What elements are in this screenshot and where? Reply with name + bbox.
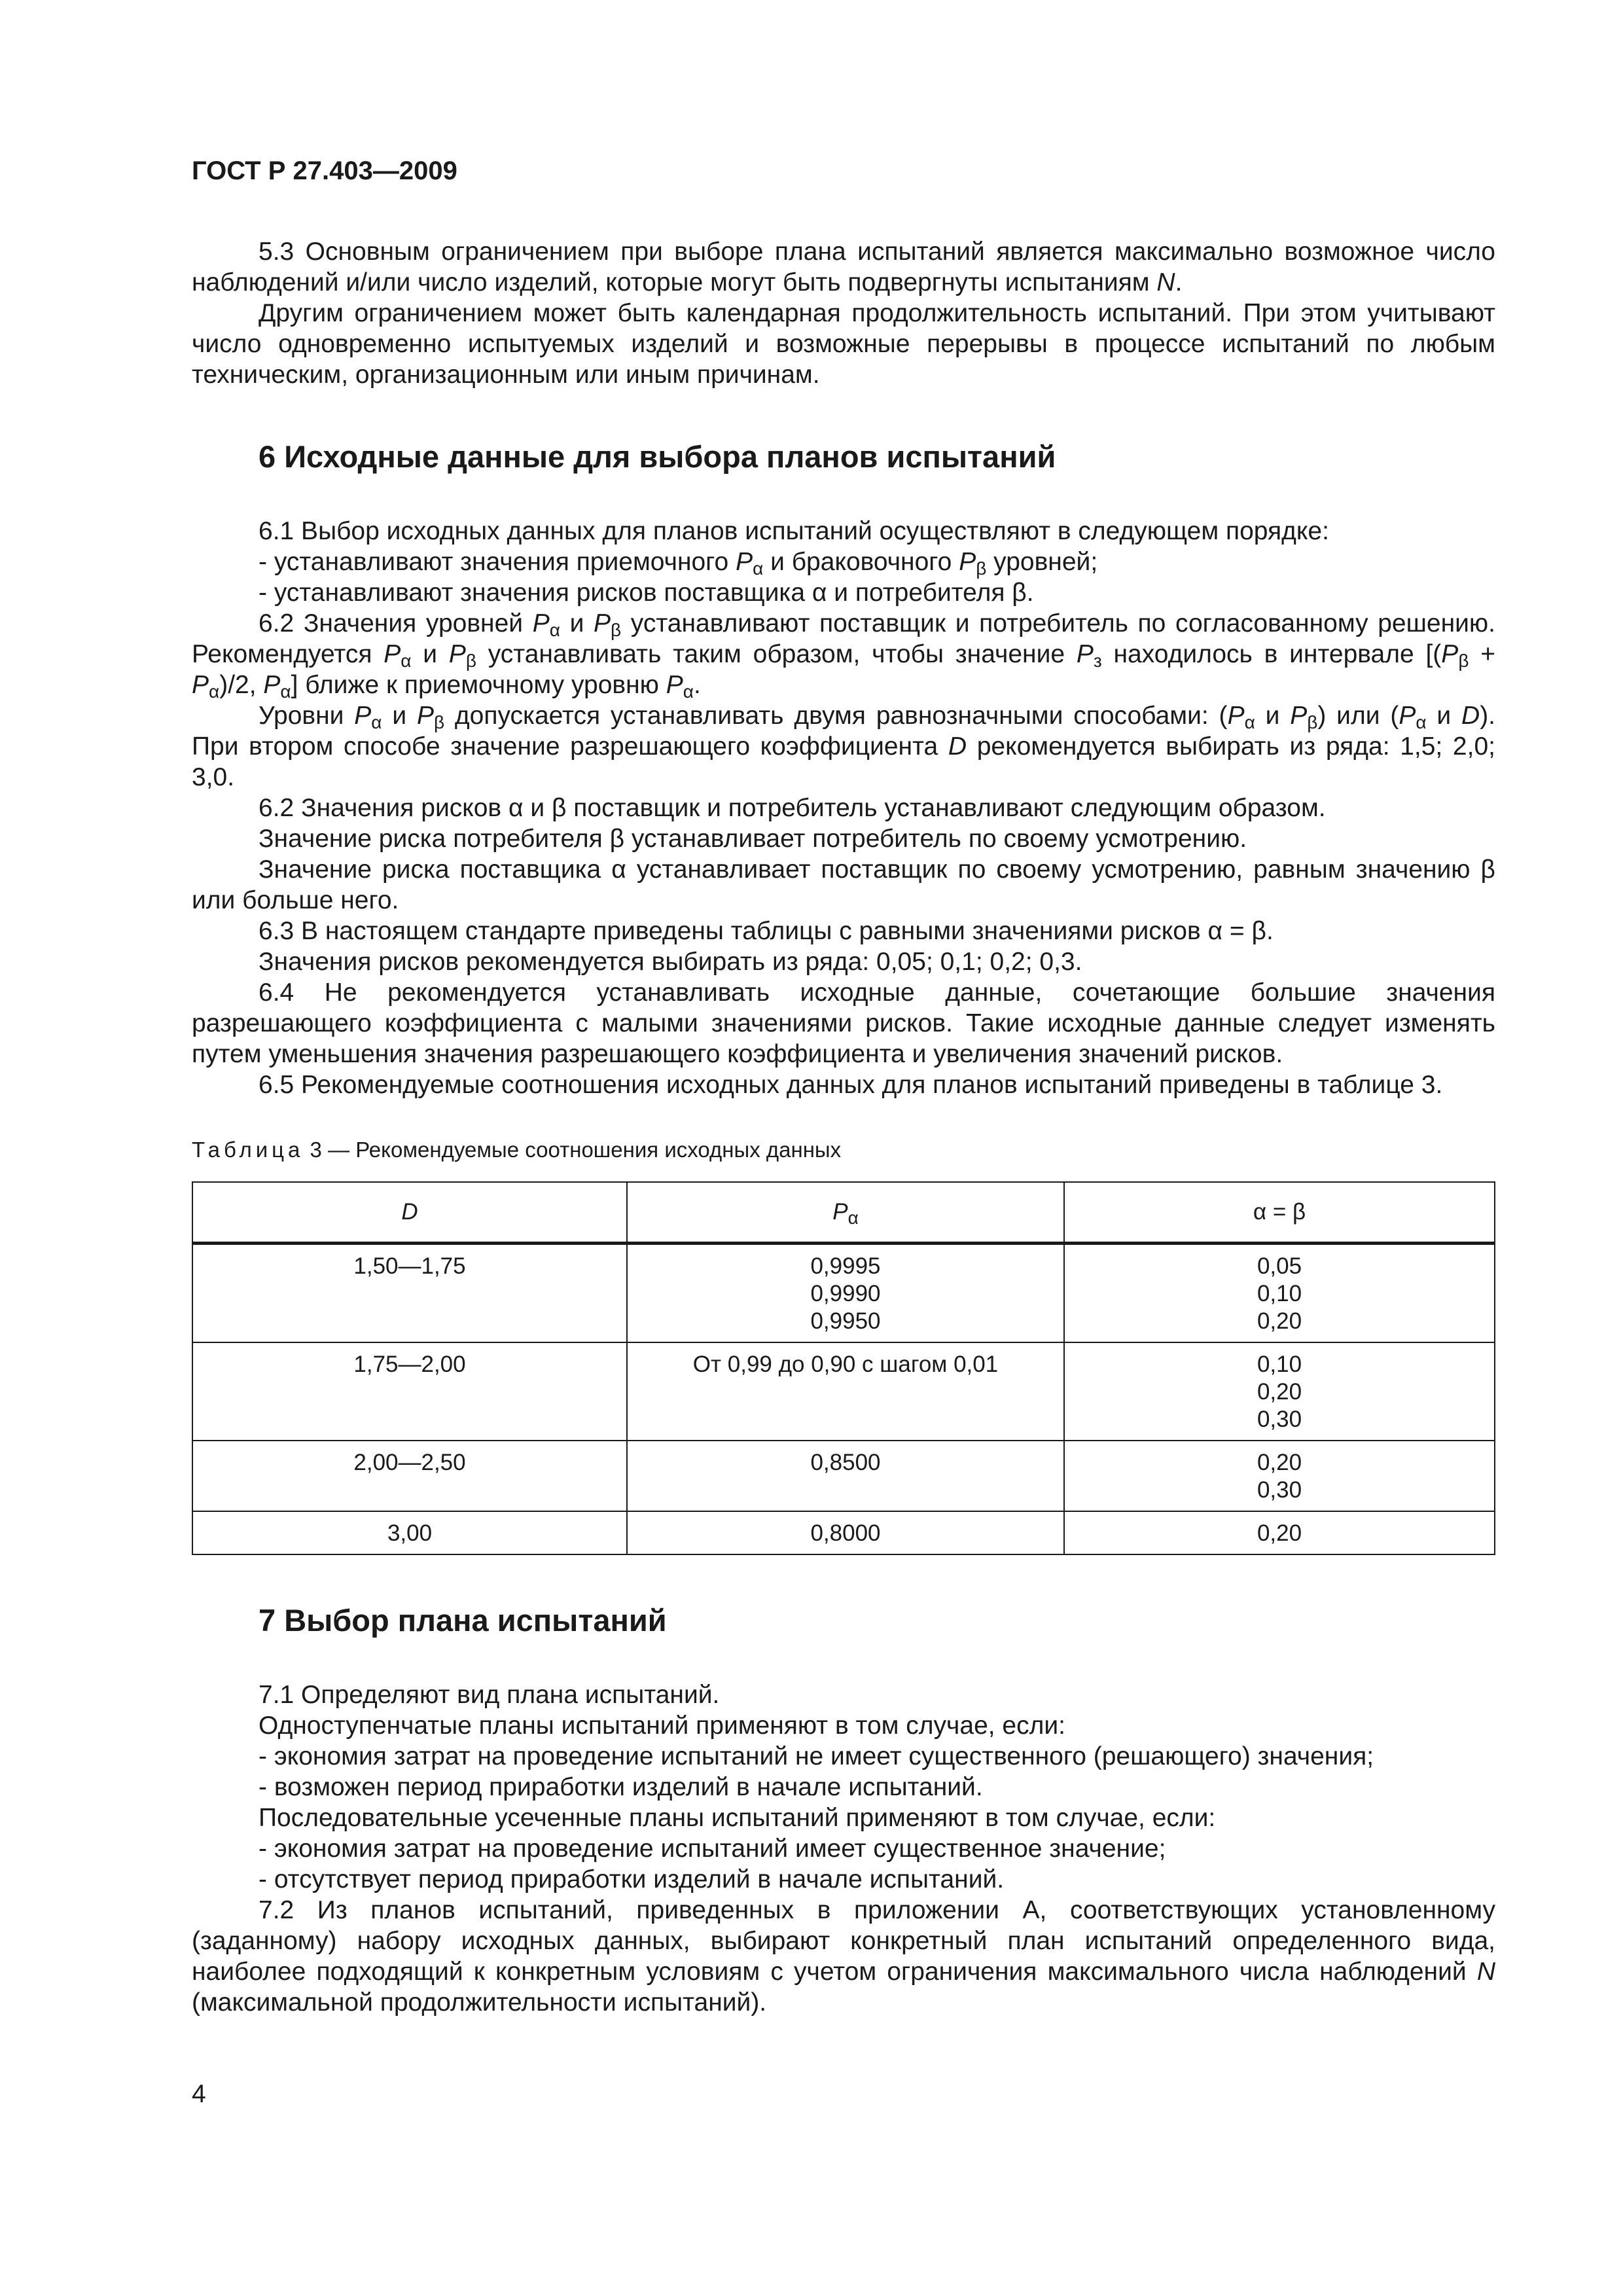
cell-p-alpha-value: 0,9990 xyxy=(810,1281,881,1306)
cell-p-alpha xyxy=(627,1342,1064,1441)
paragraph-6-2-risks: 6.2 Значения рисков α и β поставщик и потребитель устанавливают следующим образом. xyxy=(259,794,1326,822)
paragraph-5-3: 5.3 Основным ограничением при выборе плана испытаний является максимально возможное число наблюдений и/или число изделий, которые могут быть подвергнуты испытаниям N. xyxy=(192,238,1495,296)
cell-risk-value: 0,05 xyxy=(1257,1253,1302,1279)
cell-p-alpha-value: От 0,99 до 0,90 с шагом 0,01 xyxy=(692,1352,999,1377)
list-item-risks: - устанавливают значения рисков поставщика α и потребителя β. xyxy=(259,579,1034,607)
list-item-cost-not-important: - экономия затрат на проведение испытаний не имеет существенного (решающего) значения; xyxy=(259,1742,1374,1770)
section-6-heading: 6 Исходные данные для выбора планов испытаний xyxy=(259,439,1056,474)
paragraph-single-stage: Одноступенчатые планы испытаний применяют в том случае, если: xyxy=(259,1712,1065,1740)
cell-risk-value: 0,30 xyxy=(1257,1407,1302,1432)
header-cell-d: D xyxy=(192,1182,627,1244)
table-header-row xyxy=(192,1182,1495,1244)
cell-risk-value: 0,20 xyxy=(1257,1379,1302,1405)
paragraph-6-5: 6.5 Рекомендуемые соотношения исходных данных для планов испытаний приведены в таблице 3. xyxy=(259,1071,1443,1099)
cell-p-alpha xyxy=(627,1441,1064,1511)
table-row xyxy=(192,1342,1495,1441)
list-item-no-burn-in: - отсутствует период приработки изделий в начале испытаний. xyxy=(259,1865,1005,1893)
table-row xyxy=(192,1441,1495,1511)
cell-p-alpha-value: 0,9995 xyxy=(810,1253,881,1279)
table-caption: Таблица 3 — Рекомендуемые соотношения исходных данных xyxy=(192,1138,842,1162)
cell-d: 2,00—2,50 xyxy=(192,1441,627,1511)
paragraph-7-2: 7.2 Из планов испытаний, приведенных в приложении А, соответствующих установленному (заданному) набору исходных данных, выбирают конкретный план испытаний определенного вида, наиболее подходящий к конкретным условиям с учетом ограничения максимального числа наблюдений N (максимальной продолжительности испытаний). xyxy=(192,1896,1495,2017)
cell-d: 1,50—1,75 xyxy=(192,1244,627,1343)
page-number: 4 xyxy=(192,2080,206,2108)
table-body xyxy=(192,1244,1495,1555)
cell-d: 1,75—2,00 xyxy=(192,1342,627,1441)
paragraph-5-3-b: Другим ограничением может быть календарная продолжительность испытаний. При этом учитывают число одновременно испытуемых изделий и возможные перерывы в процессе испытаний по любым техническим, организационным или иным причинам. xyxy=(192,299,1495,389)
cell-p-alpha-value: 0,8500 xyxy=(810,1450,881,1475)
document-code: ГОСТ Р 27.403—2009 xyxy=(192,156,457,185)
cell-risk-value: 0,20 xyxy=(1257,1520,1302,1546)
paragraph-6-1: 6.1 Выбор исходных данных для планов испытаний осуществляют в следующем порядке: xyxy=(259,517,1329,545)
cell-p-alpha-value: 0,8000 xyxy=(810,1520,881,1546)
paragraph-sequential: Последовательные усеченные планы испытаний применяют в том случае, если: xyxy=(259,1804,1216,1832)
header-cell-p-alpha: $P_\alpha$ xyxy=(627,1182,1064,1244)
cell-d: 3,00 xyxy=(192,1511,627,1554)
paragraph-6-4: 6.4 Не рекомендуется устанавливать исходные данные, сочетающие большие значения разрешающего коэффициента с малыми значениями рисков. Такие исходные данные следует изменять путем уменьшения значения разрешающего коэффициента и увеличения значений рисков. xyxy=(192,978,1495,1068)
list-item-burn-in-possible: - возможен период приработки изделий в начале испытаний. xyxy=(259,1773,983,1801)
cell-risk xyxy=(1064,1441,1495,1511)
list-item-levels: - устанавливают значения приемочного $P_\alpha$ и браковочного $P_\beta$ уровней; xyxy=(259,548,1098,579)
cell-risk-value: 0,30 xyxy=(1257,1477,1302,1503)
list-item-cost-important: - экономия затрат на проведение испытаний имеет существенное значение; xyxy=(259,1835,1166,1863)
table-3 xyxy=(192,1181,1495,1555)
cell-p-alpha-value: 0,9950 xyxy=(810,1308,881,1334)
table-row xyxy=(192,1511,1495,1554)
cell-risk-value: 0,20 xyxy=(1257,1308,1302,1334)
paragraph-6-3-b: Значения рисков рекомендуется выбирать из ряда: 0,05; 0,1; 0,2; 0,3. xyxy=(259,948,1082,976)
cell-risk-value: 0,10 xyxy=(1257,1281,1302,1306)
table-row xyxy=(192,1244,1495,1343)
cell-risk xyxy=(1064,1511,1495,1554)
cell-p-alpha xyxy=(627,1244,1064,1343)
paragraph-consumer-risk: Значение риска потребителя β устанавливает потребитель по своему усмотрению. xyxy=(259,825,1247,853)
cell-risk-value: 0,20 xyxy=(1257,1450,1302,1475)
cell-risk-value: 0,10 xyxy=(1257,1352,1302,1377)
cell-risk xyxy=(1064,1244,1495,1343)
cell-p-alpha xyxy=(627,1511,1064,1554)
cell-risk xyxy=(1064,1342,1495,1441)
section-7-heading: 7 Выбор плана испытаний xyxy=(259,1603,667,1638)
header-cell-risks: α = β xyxy=(1064,1182,1495,1244)
paragraph-supplier-risk: Значение риска поставщика α устанавливает поставщик по своему усмотрению, равным значению β или больше него. xyxy=(192,855,1495,914)
paragraph-7-1: 7.1 Определяют вид плана испытаний. xyxy=(259,1681,720,1709)
paragraph-6-2: 6.2 Значения уровней $P_\alpha$ и $P_\beta$ устанавливают поставщик и потребитель по согласованному решению. Рекомендуется $P_\alpha$ и $P_\beta$ устанавливать таким образом, чтобы значение $P_з$ находилось в интервале [$(P_\beta + P_\alpha)/2$, $P_\alpha$] ближе к приемочному уровню $P_\alpha$. xyxy=(192,609,1495,702)
paragraph-6-3: 6.3 В настоящем стандарте приведены таблицы с равными значениями рисков α = β. xyxy=(259,917,1274,945)
document-page xyxy=(192,156,1495,2018)
paragraph-6-2-levels: Уровни $P_\alpha$ и $P_\beta$ допускается устанавливать двумя равнозначными способами: ($P_\alpha$ и $P_\beta$) или ($P_\alpha$ и D). При втором способе значение разрешающего коэффициента D рекомендуется выбирать из ряда: 1,5; 2,0; 3,0. xyxy=(192,702,1496,791)
